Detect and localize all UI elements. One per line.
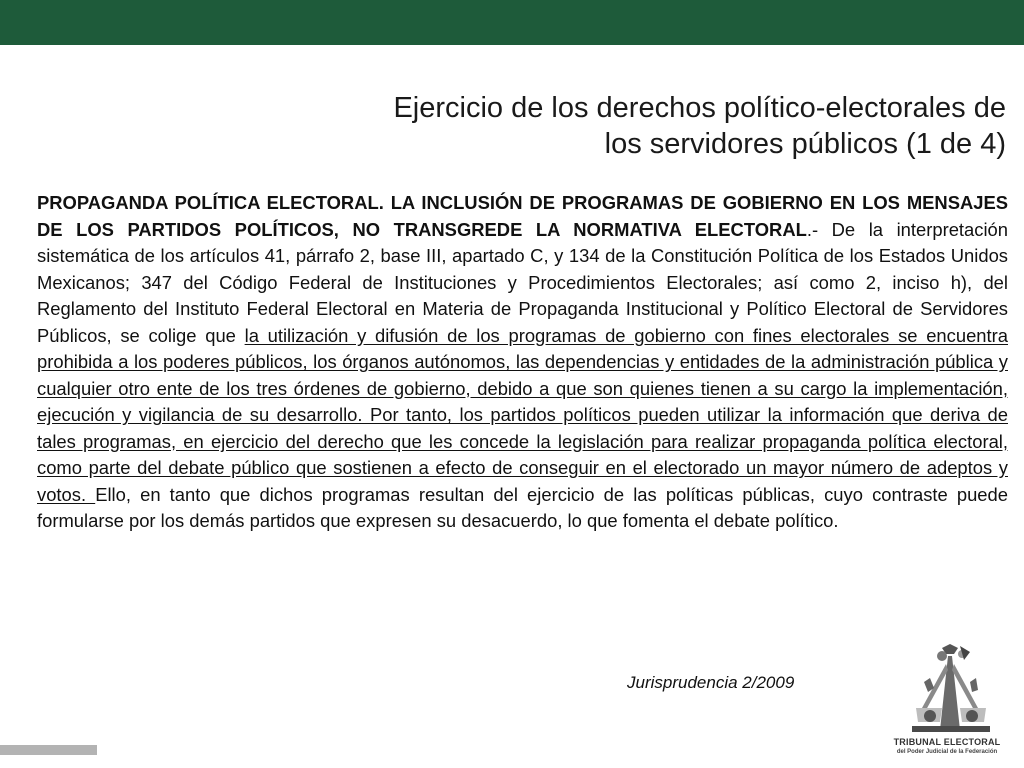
header-bar bbox=[0, 0, 1024, 45]
jurisprudence-heading: PROPAGANDA POLÍTICA ELECTORAL. LA INCLUSIÓN DE PROGRAMAS DE GOBIERNO EN LOS MENSAJES DE LOS PARTIDOS POLÍTICOS, NO TRANSGREDE LA NORMATIVA ELECTORAL bbox=[37, 192, 1008, 240]
slide-title bbox=[246, 90, 1006, 162]
slide-title-line-2: los servidores públicos (1 de 4) bbox=[604, 128, 1006, 160]
slide-title-line-1: Ejercicio de los derechos político-electorales de bbox=[393, 92, 1006, 124]
footer-bar bbox=[0, 745, 97, 755]
scales-of-justice-icon bbox=[902, 642, 992, 737]
text-intro: .- De la interpretación sistemática de los artículos 41, párrafo 2, base III, apartado C, y 134 de la Constitución Política de los Estados Unidos Mexicanos; 347 del Código Federal de Instituciones y Procedimientos Electorales; así como 2, inciso h), del Reglamento del Instituto Federal Electoral en Materia de Propaganda Institucional y Político Electoral de Servidores Públicos, se colige que bbox=[37, 218, 1008, 346]
text-underlined: la utilización y difusión de los programas de gobierno con fines electorales se encuentra prohibida a los poderes públicos, los órganos autónomos, las dependencias y entidades de la administración pública y cualquier otro ente de los tres órdenes de gobierno, debido a que son quienes tienen a su cargo la implementación, ejecución y vigilancia de su desarrollo. Por tanto, los partidos políticos pueden utilizar la información que deriva de tales programas, en ejercicio del derecho que les concede la legislación para realizar propaganda política electoral, como parte del debate público que sostienen a efecto de conseguir en el electorado un mayor número de adeptos y votos. bbox=[37, 324, 1008, 505]
text-outro: Ello, en tanto que dichos programas resultan del ejercicio de las políticas públicas, cuyo contraste puede formularse por los demás partidos que expresen su desacuerdo, lo que fomenta el debate político. bbox=[37, 483, 1008, 531]
citation: Jurisprudencia 2/2009 bbox=[627, 673, 795, 692]
logo-name: TRIBUNAL ELECTORAL bbox=[893, 737, 1001, 747]
jurisprudence-text bbox=[37, 190, 1008, 535]
logo-subtitle: del Poder Judicial de la Federación bbox=[896, 749, 998, 755]
tribunal-logo bbox=[892, 642, 1002, 764]
